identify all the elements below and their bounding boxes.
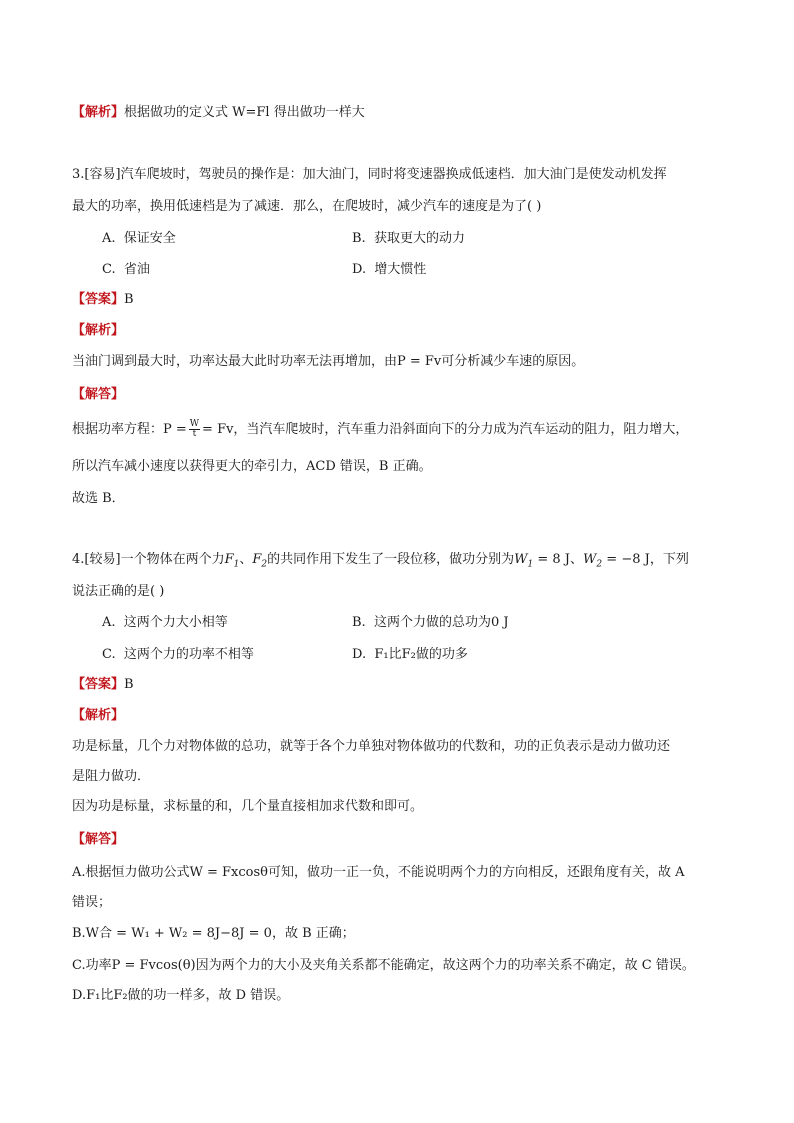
answer-tag: 【答案】 (72, 677, 125, 692)
force-f1: $F_1$ (224, 552, 240, 570)
q3-analysis-text: 当油门调到最大时，功率达最大此时功率无法再增加，由P = Fv可分析减少车速的原因。 (72, 354, 585, 369)
q4-solution-d: D.F₁比F₂做的功一样多，故 D 错误。 (72, 988, 290, 1003)
q4-solution-tag: 【解答】 (72, 832, 125, 847)
analysis-text: 根据做功的定义式 W=Fl 得出做功一样大 (124, 105, 365, 120)
q4-analysis-line2: 是阻力做功． (72, 769, 151, 784)
analysis-tag: 【解析】 (72, 105, 125, 120)
answer-value: B (124, 677, 134, 692)
q3-stem-text1: 汽车爬坡时，驾驶员的操作是：加大油门，同时将变速器换成低速档．加大油门是使发动机发挥 (120, 167, 667, 182)
q3-solution-tag: 【解答】 (72, 387, 125, 402)
answer-tag: 【答案】 (72, 292, 125, 307)
q4-solution-b: B.W合 = W₁ + W₂ = 8J−8J = 0，故 B 正确； (72, 926, 355, 941)
q4-option-d: D. F₁比F₂做的功多 (352, 647, 468, 662)
q3-solution-line1: 根据功率方程：P = $\frac{W}{t}$ = Fv，当汽车爬坡时，汽车重力沿斜面向下的分力成为汽车运动的阻力，阻力增大， (72, 419, 689, 439)
q3-option-b: B. 获取更大的动力 (352, 231, 465, 246)
q3-number: 3. (72, 167, 85, 182)
q4-answer-line (72, 676, 134, 694)
q4-stem-line1: 4.[较易]一个物体在两个力$F_1$、$F_2$的共同作用下发生了一段位移，做功分别为$W_1 = 8$ J、$W_2 = -8$ J，下列 (72, 552, 689, 570)
force-f2: $F_2$ (252, 552, 268, 570)
q4-analysis-line3: 因为功是标量，求标量的和，几个量直接相加求代数和即可。 (72, 799, 424, 814)
work-w2: $W_2$ (583, 552, 603, 570)
q4-option-a: A. 这两个力大小相等 (102, 615, 228, 630)
q3-stem-line1 (72, 166, 667, 184)
q4-stem-line2: 说法正确的是( ) (72, 584, 165, 599)
top-analysis-line (72, 104, 365, 122)
q4-option-c: C. 这两个力的功率不相等 (102, 647, 254, 662)
q4-analysis-tag: 【解析】 (72, 708, 125, 723)
q4-solution-c: C.功率P = Fvcos(θ)因为两个力的大小及夹角关系都不能确定，故这两个力的功率关系不确定，故 C 错误。 (72, 958, 695, 973)
q3-option-c: C. 省油 (102, 262, 150, 277)
answer-value: B (124, 292, 134, 307)
q4-option-b: B. 这两个力做的总功为0 J (352, 615, 509, 630)
q4-analysis-line1: 功是标量，几个力对物体做的总功，就等于各个力单独对物体做功的代数和，功的正负表示是动力做功还 (72, 739, 671, 754)
q3-analysis-tag: 【解析】 (72, 323, 125, 338)
q3-option-d: D. 增大惯性 (352, 262, 427, 277)
q3-stem-line2: 最大的功率，换用低速档是为了减速．那么，在爬坡时，减少汽车的速度是为了( ) (72, 199, 542, 214)
q4-difficulty: [较易] (84, 552, 121, 567)
q3-option-a: A. 保证安全 (102, 231, 176, 246)
q4-number: 4. (72, 552, 85, 567)
q3-conclusion: 故选 B． (72, 491, 125, 506)
work-w1: $W_1$ (514, 552, 534, 570)
q3-difficulty: [容易] (84, 167, 121, 182)
fraction-w-over-t: $\frac{W}{t}$ (189, 419, 200, 439)
q3-solution-line2: 所以汽车减小速度以获得更大的牵引力，ACD 错误，B 正确。 (72, 459, 432, 474)
q3-answer-line (72, 291, 134, 309)
q4-solution-a-line1: A.根据恒力做功公式W = Fxcosθ可知，做功一正一负，不能说明两个力的方向相反，还跟角度有关，故 A (72, 865, 685, 880)
q4-solution-a-line2: 错误； (72, 895, 112, 910)
